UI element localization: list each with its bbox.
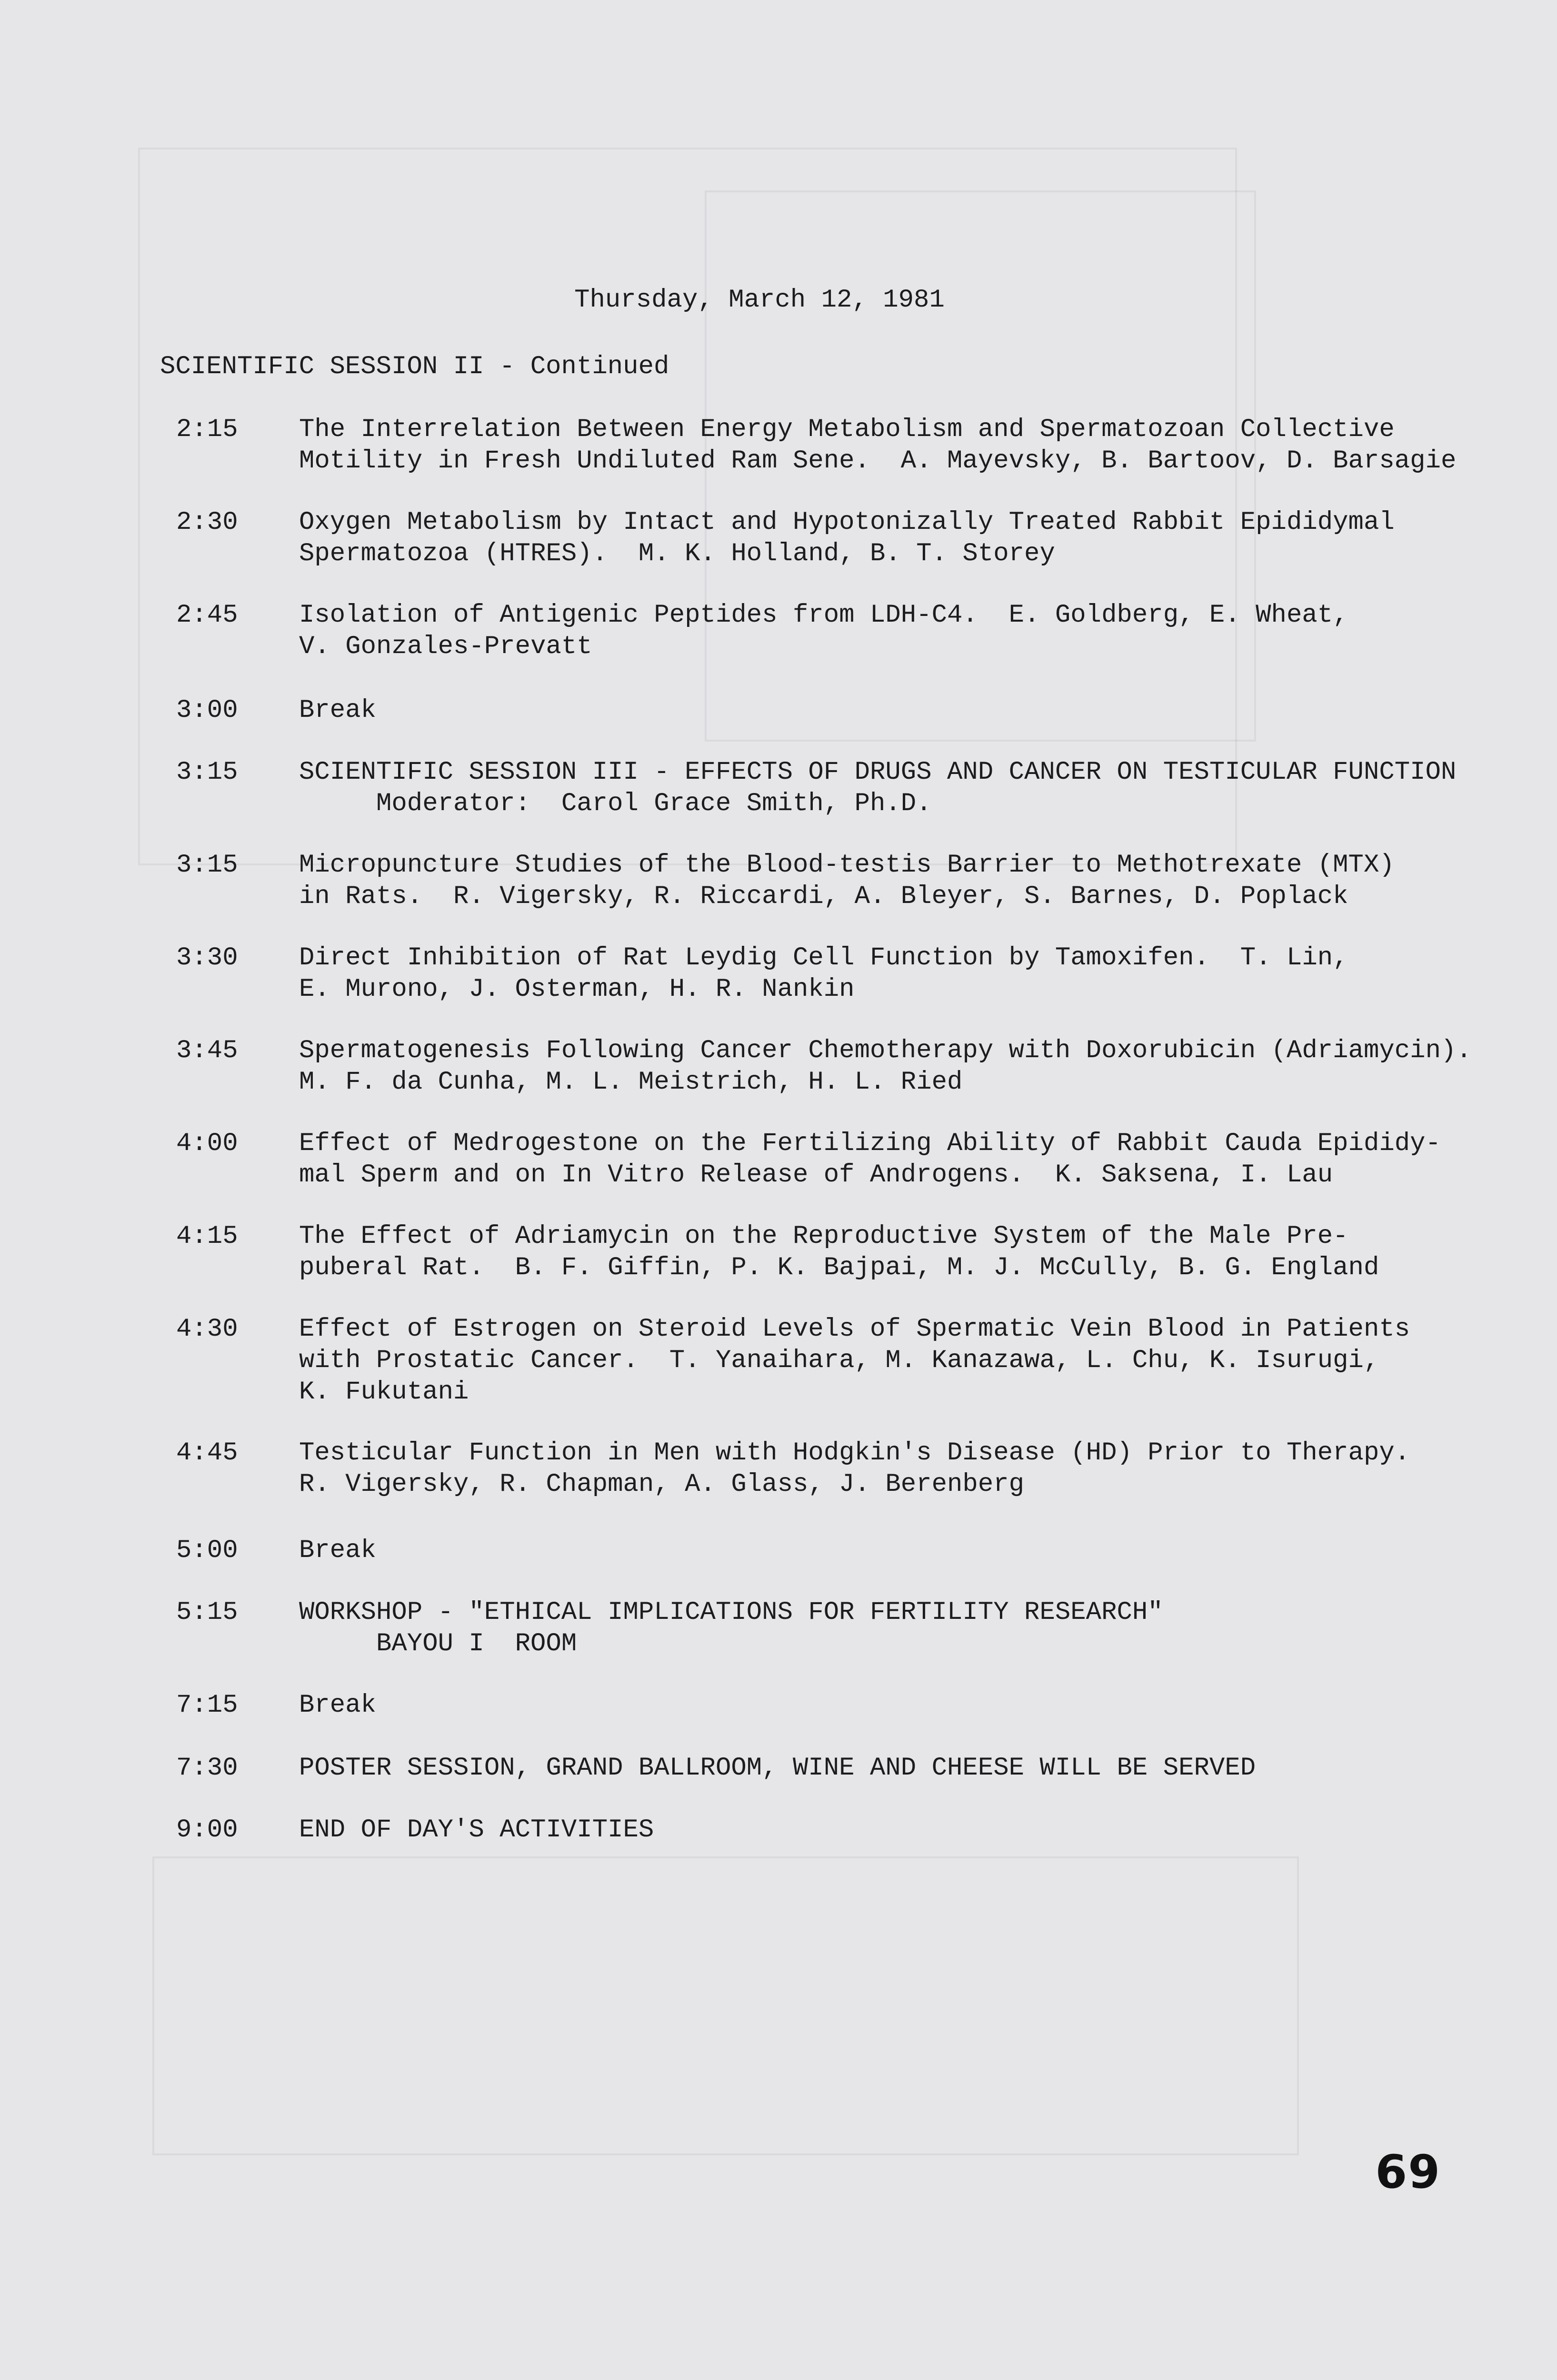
entry-time: 5:00 bbox=[176, 1536, 238, 1565]
entry-time: 4:00 bbox=[176, 1129, 238, 1158]
entry-line: Break bbox=[299, 696, 377, 725]
entry-text bbox=[299, 414, 1518, 477]
page-number: 69 bbox=[1375, 2145, 1441, 2199]
entry-text bbox=[299, 1438, 1518, 1500]
entry-text bbox=[299, 757, 1518, 820]
entry-line: Motility in Fresh Undiluted Ram Sene. A. Mayevsky, B. Bartoov, D. Barsagie bbox=[299, 446, 1457, 476]
entry-line: R. Vigersky, R. Chapman, A. Glass, J. Berenberg bbox=[299, 1470, 1025, 1499]
entry-line: with Prostatic Cancer. T. Yanaihara, M. Kanazawa, L. Chu, K. Isurugi, bbox=[299, 1346, 1379, 1375]
entry-line: Effect of Estrogen on Steroid Levels of Spermatic Vein Blood in Patients bbox=[299, 1315, 1410, 1344]
entry-line: Oxygen Metabolism by Intact and Hypotonizally Treated Rabbit Epididymal bbox=[299, 508, 1395, 537]
entry-line: Effect of Medrogestone on the Fertilizing Ability of Rabbit Cauda Epididy- bbox=[299, 1129, 1441, 1158]
moderator-line: Moderator: Carol Grace Smith, Ph.D. bbox=[376, 789, 932, 818]
entry-time: 3:00 bbox=[176, 696, 238, 725]
entry-time: 5:15 bbox=[176, 1598, 238, 1627]
session-title: SCIENTIFIC SESSION III - EFFECTS OF DRUGS AND CANCER ON TESTICULAR FUNCTION bbox=[299, 758, 1457, 787]
entry-time: 2:45 bbox=[176, 601, 238, 630]
entry-line: END OF DAY'S ACTIVITIES bbox=[299, 1815, 654, 1844]
entry-line: Break bbox=[299, 1691, 377, 1720]
entry-time: 2:15 bbox=[176, 415, 238, 444]
entry-text bbox=[299, 942, 1518, 1005]
entry-text bbox=[299, 695, 1518, 726]
entry-text bbox=[299, 1314, 1518, 1408]
entry-line: Break bbox=[299, 1536, 377, 1565]
entry-line: The Effect of Adriamycin on the Reproductive System of the Male Pre- bbox=[299, 1222, 1348, 1251]
entry-line: The Interrelation Between Energy Metabolism and Spermatozoan Collective bbox=[299, 415, 1395, 444]
entry-time: 3:15 bbox=[176, 851, 238, 880]
entry-text bbox=[299, 1815, 1518, 1846]
workshop-title: WORKSHOP - "ETHICAL IMPLICATIONS FOR FERTILITY RESEARCH" bbox=[299, 1598, 1163, 1627]
entry-time: 9:00 bbox=[176, 1815, 238, 1844]
entry-text bbox=[299, 1690, 1518, 1721]
entry-line: POSTER SESSION, GRAND BALLROOM, WINE AND CHEESE WILL BE SERVED bbox=[299, 1754, 1256, 1783]
entry-line: M. F. da Cunha, M. L. Meistrich, H. L. Ried bbox=[299, 1068, 963, 1097]
entry-line: Micropuncture Studies of the Blood-testis Barrier to Methotrexate (MTX) bbox=[299, 851, 1395, 880]
entry-line: Isolation of Antigenic Peptides from LDH-C4. E. Goldberg, E. Wheat, bbox=[299, 601, 1348, 630]
entry-time: 4:45 bbox=[176, 1438, 238, 1468]
entry-time: 7:15 bbox=[176, 1691, 238, 1720]
session-heading: SCIENTIFIC SESSION II - Continued bbox=[160, 352, 669, 381]
entry-text bbox=[299, 507, 1518, 570]
entry-time: 2:30 bbox=[176, 508, 238, 537]
entry-line: mal Sperm and on In Vitro Release of Androgens. K. Saksena, I. Lau bbox=[299, 1160, 1333, 1190]
show-through-box bbox=[152, 1856, 1299, 2155]
entry-text bbox=[299, 600, 1518, 663]
date-heading: Thursday, March 12, 1981 bbox=[574, 286, 945, 315]
entry-line: Spermatozoa (HTRES). M. K. Holland, B. T. Storey bbox=[299, 539, 1055, 568]
entry-line: in Rats. R. Vigersky, R. Riccardi, A. Bleyer, S. Barnes, D. Poplack bbox=[299, 882, 1348, 911]
entry-time: 7:30 bbox=[176, 1754, 238, 1783]
entry-text bbox=[299, 1597, 1518, 1660]
entry-time: 4:30 bbox=[176, 1315, 238, 1344]
entry-line: Testicular Function in Men with Hodgkin's Disease (HD) Prior to Therapy. bbox=[299, 1438, 1410, 1468]
entry-text bbox=[299, 1035, 1518, 1098]
entry-line: E. Murono, J. Osterman, H. R. Nankin bbox=[299, 975, 855, 1004]
entry-text bbox=[299, 1128, 1518, 1191]
entry-time: 3:30 bbox=[176, 943, 238, 972]
entry-line: Spermatogenesis Following Cancer Chemotherapy with Doxorubicin (Adriamycin). bbox=[299, 1036, 1472, 1065]
entry-time: 3:15 bbox=[176, 758, 238, 787]
workshop-room: BAYOU I ROOM bbox=[376, 1629, 577, 1658]
entry-line: K. Fukutani bbox=[299, 1378, 469, 1407]
entry-time: 4:15 bbox=[176, 1222, 238, 1251]
entry-line: V. Gonzales-Prevatt bbox=[299, 632, 592, 661]
entry-text bbox=[299, 850, 1518, 912]
entry-time: 3:45 bbox=[176, 1036, 238, 1065]
entry-line: Direct Inhibition of Rat Leydig Cell Function by Tamoxifen. T. Lin, bbox=[299, 943, 1348, 972]
entry-line: puberal Rat. B. F. Giffin, P. K. Bajpai, M. J. McCully, B. G. England bbox=[299, 1253, 1379, 1282]
entry-text bbox=[299, 1753, 1518, 1784]
entry-text bbox=[299, 1221, 1518, 1284]
entry-text bbox=[299, 1535, 1518, 1567]
